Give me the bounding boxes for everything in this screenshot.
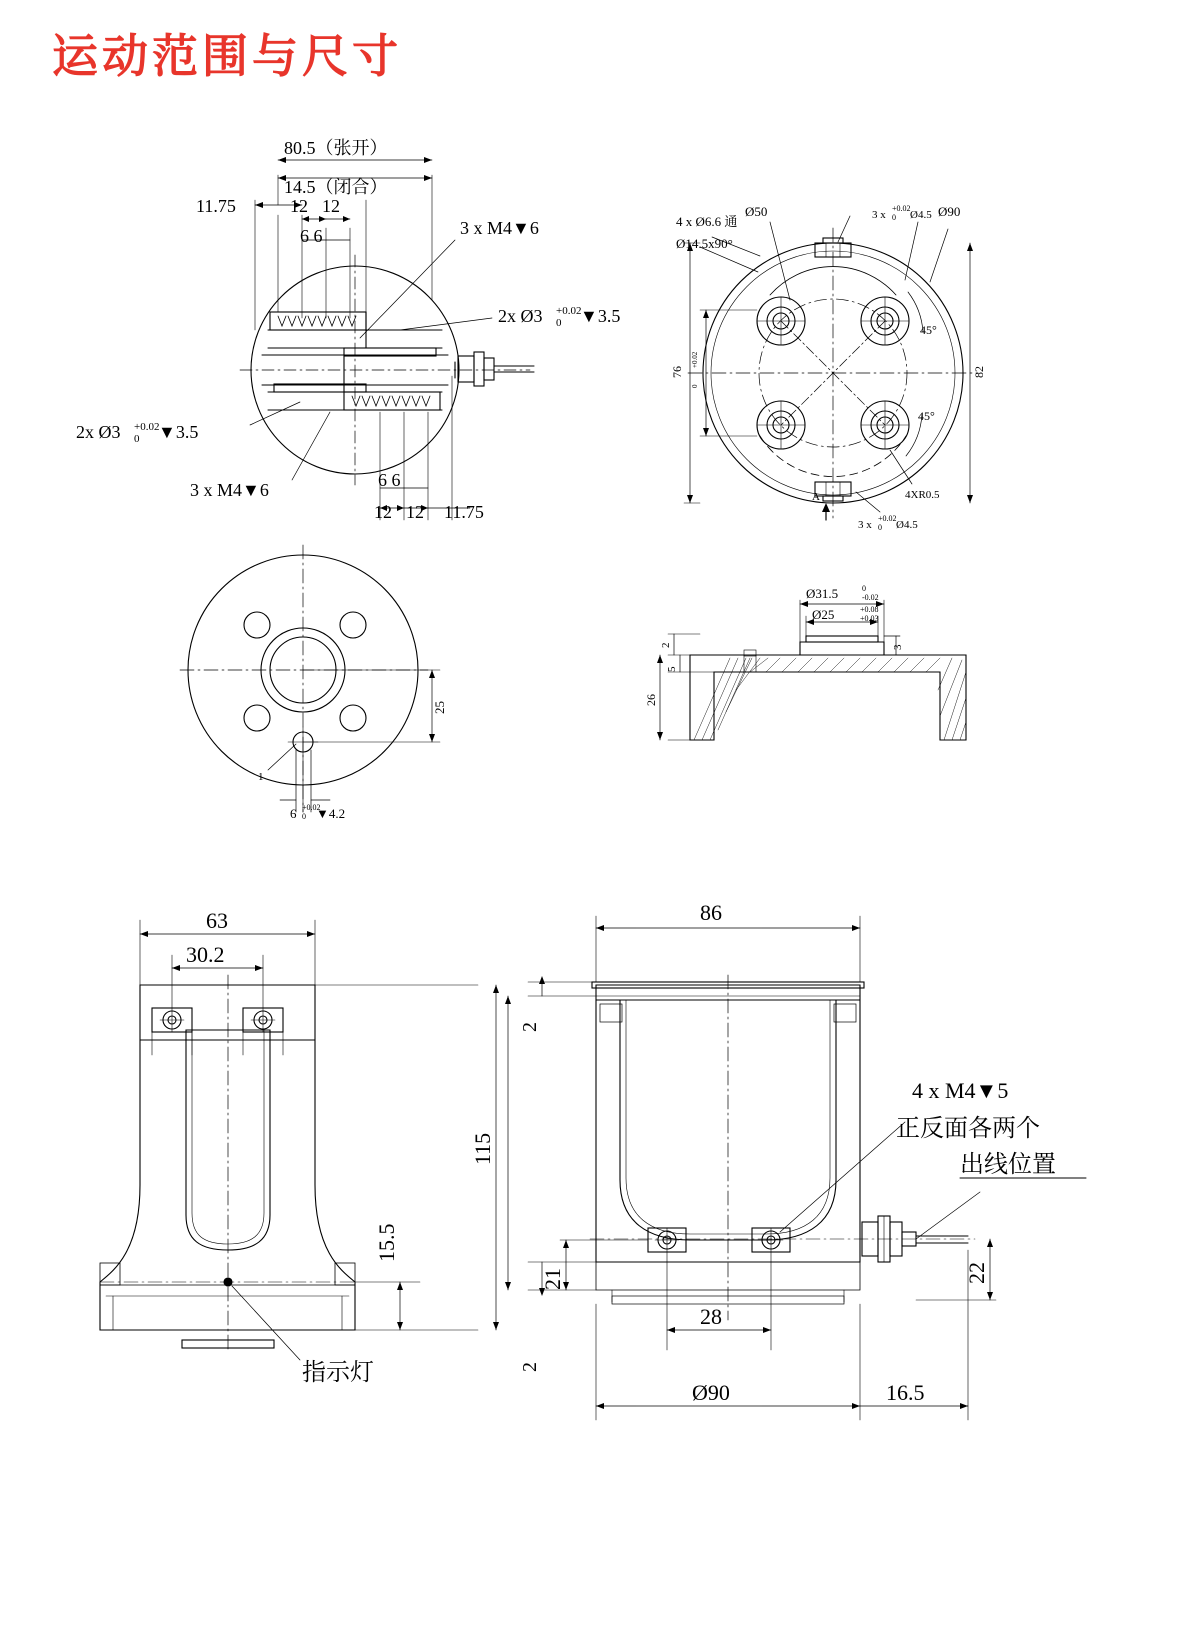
label-d90: Ø90 <box>938 204 961 219</box>
label-12-left-b: 12 <box>322 196 340 216</box>
label-closed-width: 14.5（闭合） <box>284 177 388 197</box>
label-dim-5: 5 <box>666 666 678 672</box>
label-hole-bottom-left-depth: ▼3.5 <box>158 422 199 442</box>
label-section-a: A <box>812 491 820 503</box>
label-dim-21: 21 <box>540 1268 565 1290</box>
label-dim-25: 25 <box>432 701 447 714</box>
label-hole-top-right-tol-up: +0.02 <box>556 305 582 317</box>
label-pin-top-dim: Ø4.5 <box>910 209 932 221</box>
label-through-holes: 4 x Ø6.6 通 <box>676 214 738 229</box>
label-height-115: 115 <box>470 1132 495 1165</box>
label-dim-2-bottom: 2 <box>519 1362 541 1372</box>
label-hole-top-right-tol-low: 0 <box>556 317 562 329</box>
label-pin-hole-tol-up: +0.02 <box>302 803 321 812</box>
label-pin-bottom-dim: Ø4.5 <box>896 519 918 531</box>
label-11-75-right: 11.75 <box>444 502 484 522</box>
label-dim-76: 76 <box>670 366 684 378</box>
label-hole-top-right: 2x Ø3 <box>498 306 543 326</box>
label-indicator-light: 指示灯 <box>302 1358 374 1386</box>
gripper-front-elevation <box>100 920 499 1360</box>
label-cable-note: 出线位置 <box>960 1150 1056 1178</box>
label-height-15-5: 15.5 <box>374 1223 399 1262</box>
label-dim-2-top: 2 <box>519 1022 541 1032</box>
label-width-30-2: 30.2 <box>186 942 225 967</box>
label-d31-5-tol-low: -0.02 <box>862 593 879 602</box>
label-d31-5: Ø31.5 <box>806 586 839 601</box>
label-hole-bottom-left: 2x Ø3 <box>76 422 121 442</box>
label-d25-tol-low: +0.03 <box>860 614 879 623</box>
label-d25: Ø25 <box>812 607 835 622</box>
label-d90: Ø90 <box>692 1380 730 1405</box>
label-pin-top: 3 x <box>872 209 886 221</box>
label-width-63: 63 <box>206 908 228 933</box>
label-hole-bottom-left-tol-low: 0 <box>134 433 140 445</box>
label-angle-a: 45° <box>920 323 937 337</box>
label-pin-bottom-tol-up: +0.02 <box>878 514 897 523</box>
label-d31-5-tol-up: 0 <box>862 584 866 593</box>
label-dim-26: 26 <box>644 694 658 706</box>
label-leader-1: 1 <box>258 771 264 783</box>
label-pin-bottom-tol-low: 0 <box>878 523 882 532</box>
label-thread-top: 3 x M4▼6 <box>460 218 539 238</box>
label-dim-22: 22 <box>964 1262 989 1284</box>
label-dim-76-tol-low: 0 <box>691 384 699 388</box>
label-dim-2: 2 <box>660 642 672 648</box>
label-pin-top-tol-up: +0.02 <box>892 204 911 213</box>
label-open-width: 80.5（张开） <box>284 138 388 158</box>
page-title: 运动范围与尺寸 <box>52 29 402 83</box>
label-dim-82: 82 <box>972 366 986 378</box>
label-pin-hole-tol-low: 0 <box>302 812 306 821</box>
gripper-front-view <box>240 157 534 520</box>
label-12-left-a: 12 <box>290 196 308 216</box>
label-pin-top-tol-low: 0 <box>892 213 896 222</box>
label-pin-hole: 6 <box>290 806 297 821</box>
label-thread-note: 4 x M4▼5 <box>912 1078 1009 1103</box>
label-corner-radius: 4XR0.5 <box>905 489 940 501</box>
label-12-right-a: 12 <box>374 502 392 522</box>
flange-top-view <box>684 216 978 520</box>
label-thread-note-sub: 正反面各两个 <box>896 1114 1040 1142</box>
label-pin-hole-depth: ▼4.2 <box>316 806 346 821</box>
label-width-86: 86 <box>700 900 722 925</box>
label-pin-bottom: 3 x <box>858 519 872 531</box>
label-66-top: 6 6 <box>300 226 323 246</box>
base-bottom-view <box>180 545 440 812</box>
label-d50: Ø50 <box>745 204 768 219</box>
label-12-right-b: 12 <box>406 502 424 522</box>
label-counterbore: Ø14.5x90° <box>676 236 733 251</box>
label-angle-b: 45° <box>918 409 935 423</box>
label-dim-3: 3 <box>892 644 904 650</box>
label-11-75-left: 11.75 <box>196 196 236 216</box>
label-dim-28: 28 <box>700 1304 722 1329</box>
label-dim-16-5: 16.5 <box>886 1380 925 1405</box>
label-d25-tol-up: +0.08 <box>860 605 879 614</box>
label-hole-top-right-depth: ▼3.5 <box>580 306 621 326</box>
label-dim-76-tol-up: +0.02 <box>691 351 699 368</box>
label-hole-bottom-left-tol-up: +0.02 <box>134 421 160 433</box>
label-thread-bottom: 3 x M4▼6 <box>190 480 269 500</box>
label-66-bottom: 6 6 <box>378 470 401 490</box>
